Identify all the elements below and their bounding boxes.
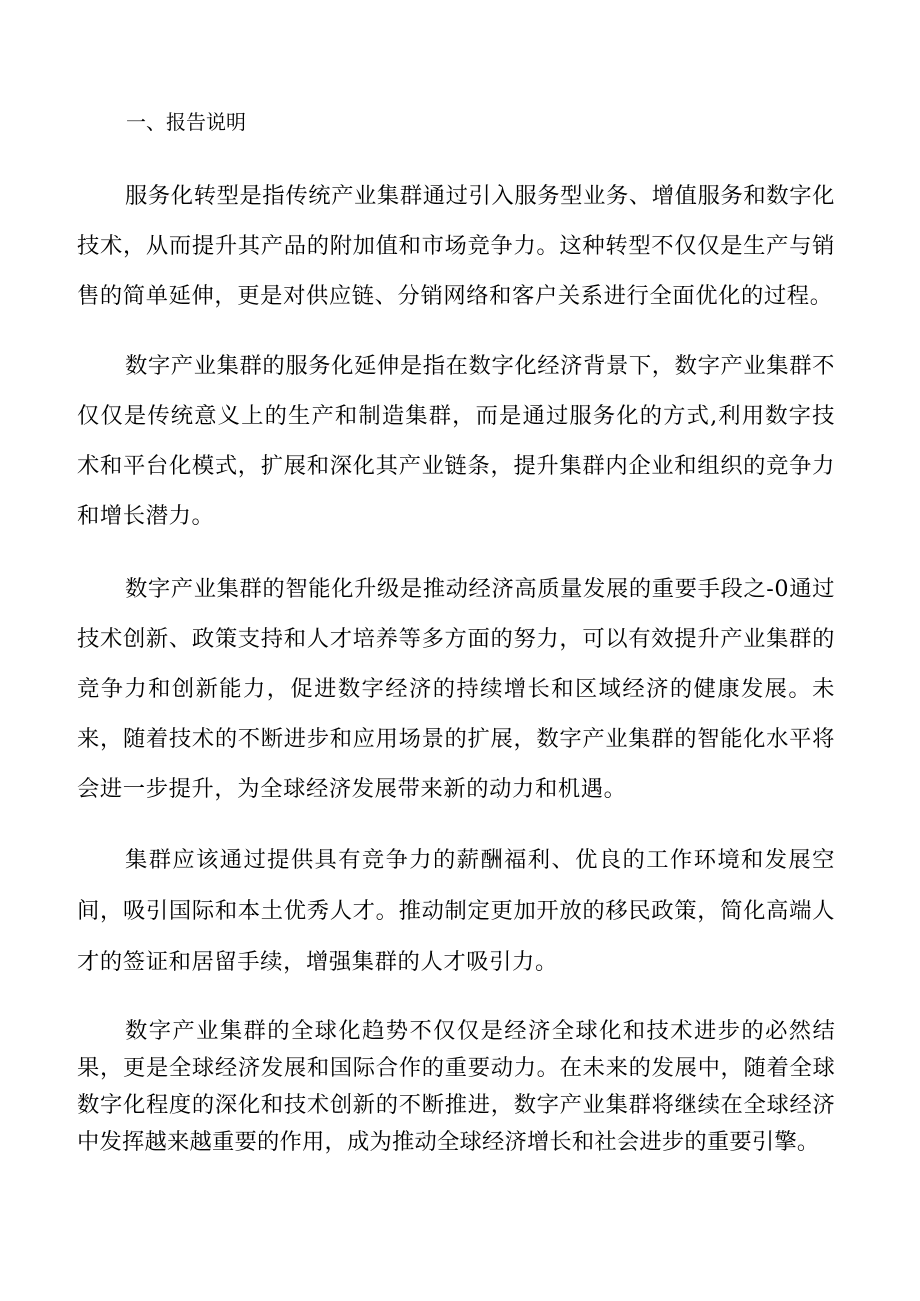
section-heading: 一、报告说明 bbox=[126, 110, 246, 134]
paragraph-talent-attraction: 集群应该通过提供具有竞争力的薪酬福利、优良的工作环境和发展空间，吸引国际和本土优秀人才。推动制定更加开放的移民政策，简化高端人才的签证和居留手续，增强集群的人才吸引力。 bbox=[77, 847, 835, 975]
paragraph-globalization-trend: 数字产业集群的全球化趋势不仅仅是经济全球化和技术进步的必然结果，更是全球经济发展和国际合作的重要动力。在未来的发展中，随着全球数字化程度的深化和技术创新的不断推进，数字产业集群将继续在全球经济中发挥越来越重要的作用，成为推动全球经济增长和社会进步的重要引擎。 bbox=[77, 1018, 835, 1155]
paragraph-intelligent-upgrade: 数字产业集群的智能化升级是推动经济高质量发展的重要手段之-0通过技术创新、政策支持和人才培养等多方面的努力，可以有效提升产业集群的竞争力和创新能力，促进数字经济的持续增长和区域经济的健康发展。未来，随着技术的不断进步和应用场景的扩展，数字产业集群的智能化水平将会进一步提升，为全球经济发展带来新的动力和机遇。 bbox=[77, 576, 835, 802]
paragraph-service-extension: 数字产业集群的服务化延伸是指在数字化经济背景下，数字产业集群不仅仅是传统意义上的生产和制造集群，而是通过服务化的方式,利用数字技术和平台化模式，扩展和深化其产业链条，提升集群内企业和组织的竞争力和增长潜力。 bbox=[77, 353, 835, 529]
paragraph-service-transformation: 服务化转型是指传统产业集群通过引入服务型业务、增值服务和数字化技术，从而提升其产品的附加值和市场竞争力。这种转型不仅仅是生产与销售的简单延伸，更是对供应链、分销网络和客户关系进行全面优化的过程。 bbox=[77, 183, 835, 309]
